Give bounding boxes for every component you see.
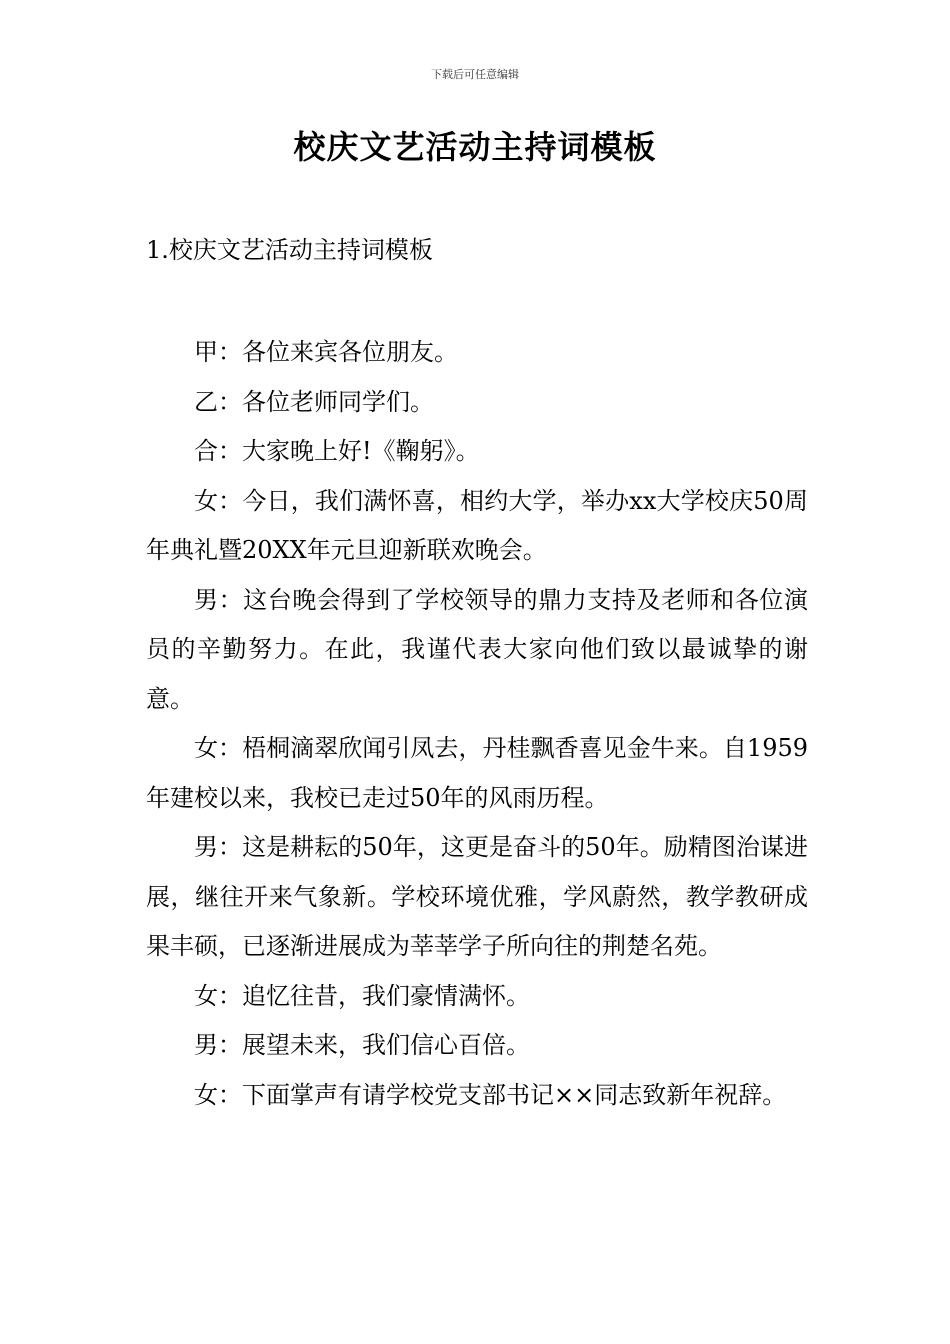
paragraph: 男：这台晚会得到了学校领导的鼎力支持及老师和各位演员的辛勤努力。在此，我谨代表大家向他们致以最诚挚的谢意。 xyxy=(146,585,808,713)
paragraph: 甲：各位来宾各位朋友。 xyxy=(194,338,458,366)
paragraph: 男：这是耕耘的50年，这更是奋斗的50年。励精图治谋进展，继往开来气象新。学校环境优雅，学风蔚然，教学教研成果丰硕，已逐渐进展成为莘莘学子所向往的荆楚名苑。 xyxy=(146,833,808,960)
paragraph: 合：大家晚上好!《鞠躬》。 xyxy=(194,437,480,465)
paragraph: 男：展望未来，我们信心百倍。 xyxy=(194,1031,530,1059)
document-body xyxy=(146,328,808,1120)
paragraph: 女：下面掌声有请学校党支部书记××同志致新年祝辞。 xyxy=(194,1080,787,1109)
paragraph: 乙：各位老师同学们。 xyxy=(194,387,434,416)
document-title: 校庆文艺活动主持词模板 xyxy=(293,128,657,166)
paragraph: 女：追忆往昔，我们豪情满怀。 xyxy=(194,981,530,1010)
paragraph: 女：梧桐滴翠欣闻引凤去，丹桂飘香喜见金牛来。自1959年建校以来，我校已走过50年的风雨历程。 xyxy=(146,734,808,812)
section-heading: 1.校庆文艺活动主持词模板 xyxy=(146,236,433,264)
header-note: 下载后可任意编辑 xyxy=(431,68,519,81)
paragraph: 女：今日，我们满怀喜，相约大学，举办xx大学校庆50周年典礼暨20XX年元旦迎新联欢晚会。 xyxy=(146,486,808,564)
